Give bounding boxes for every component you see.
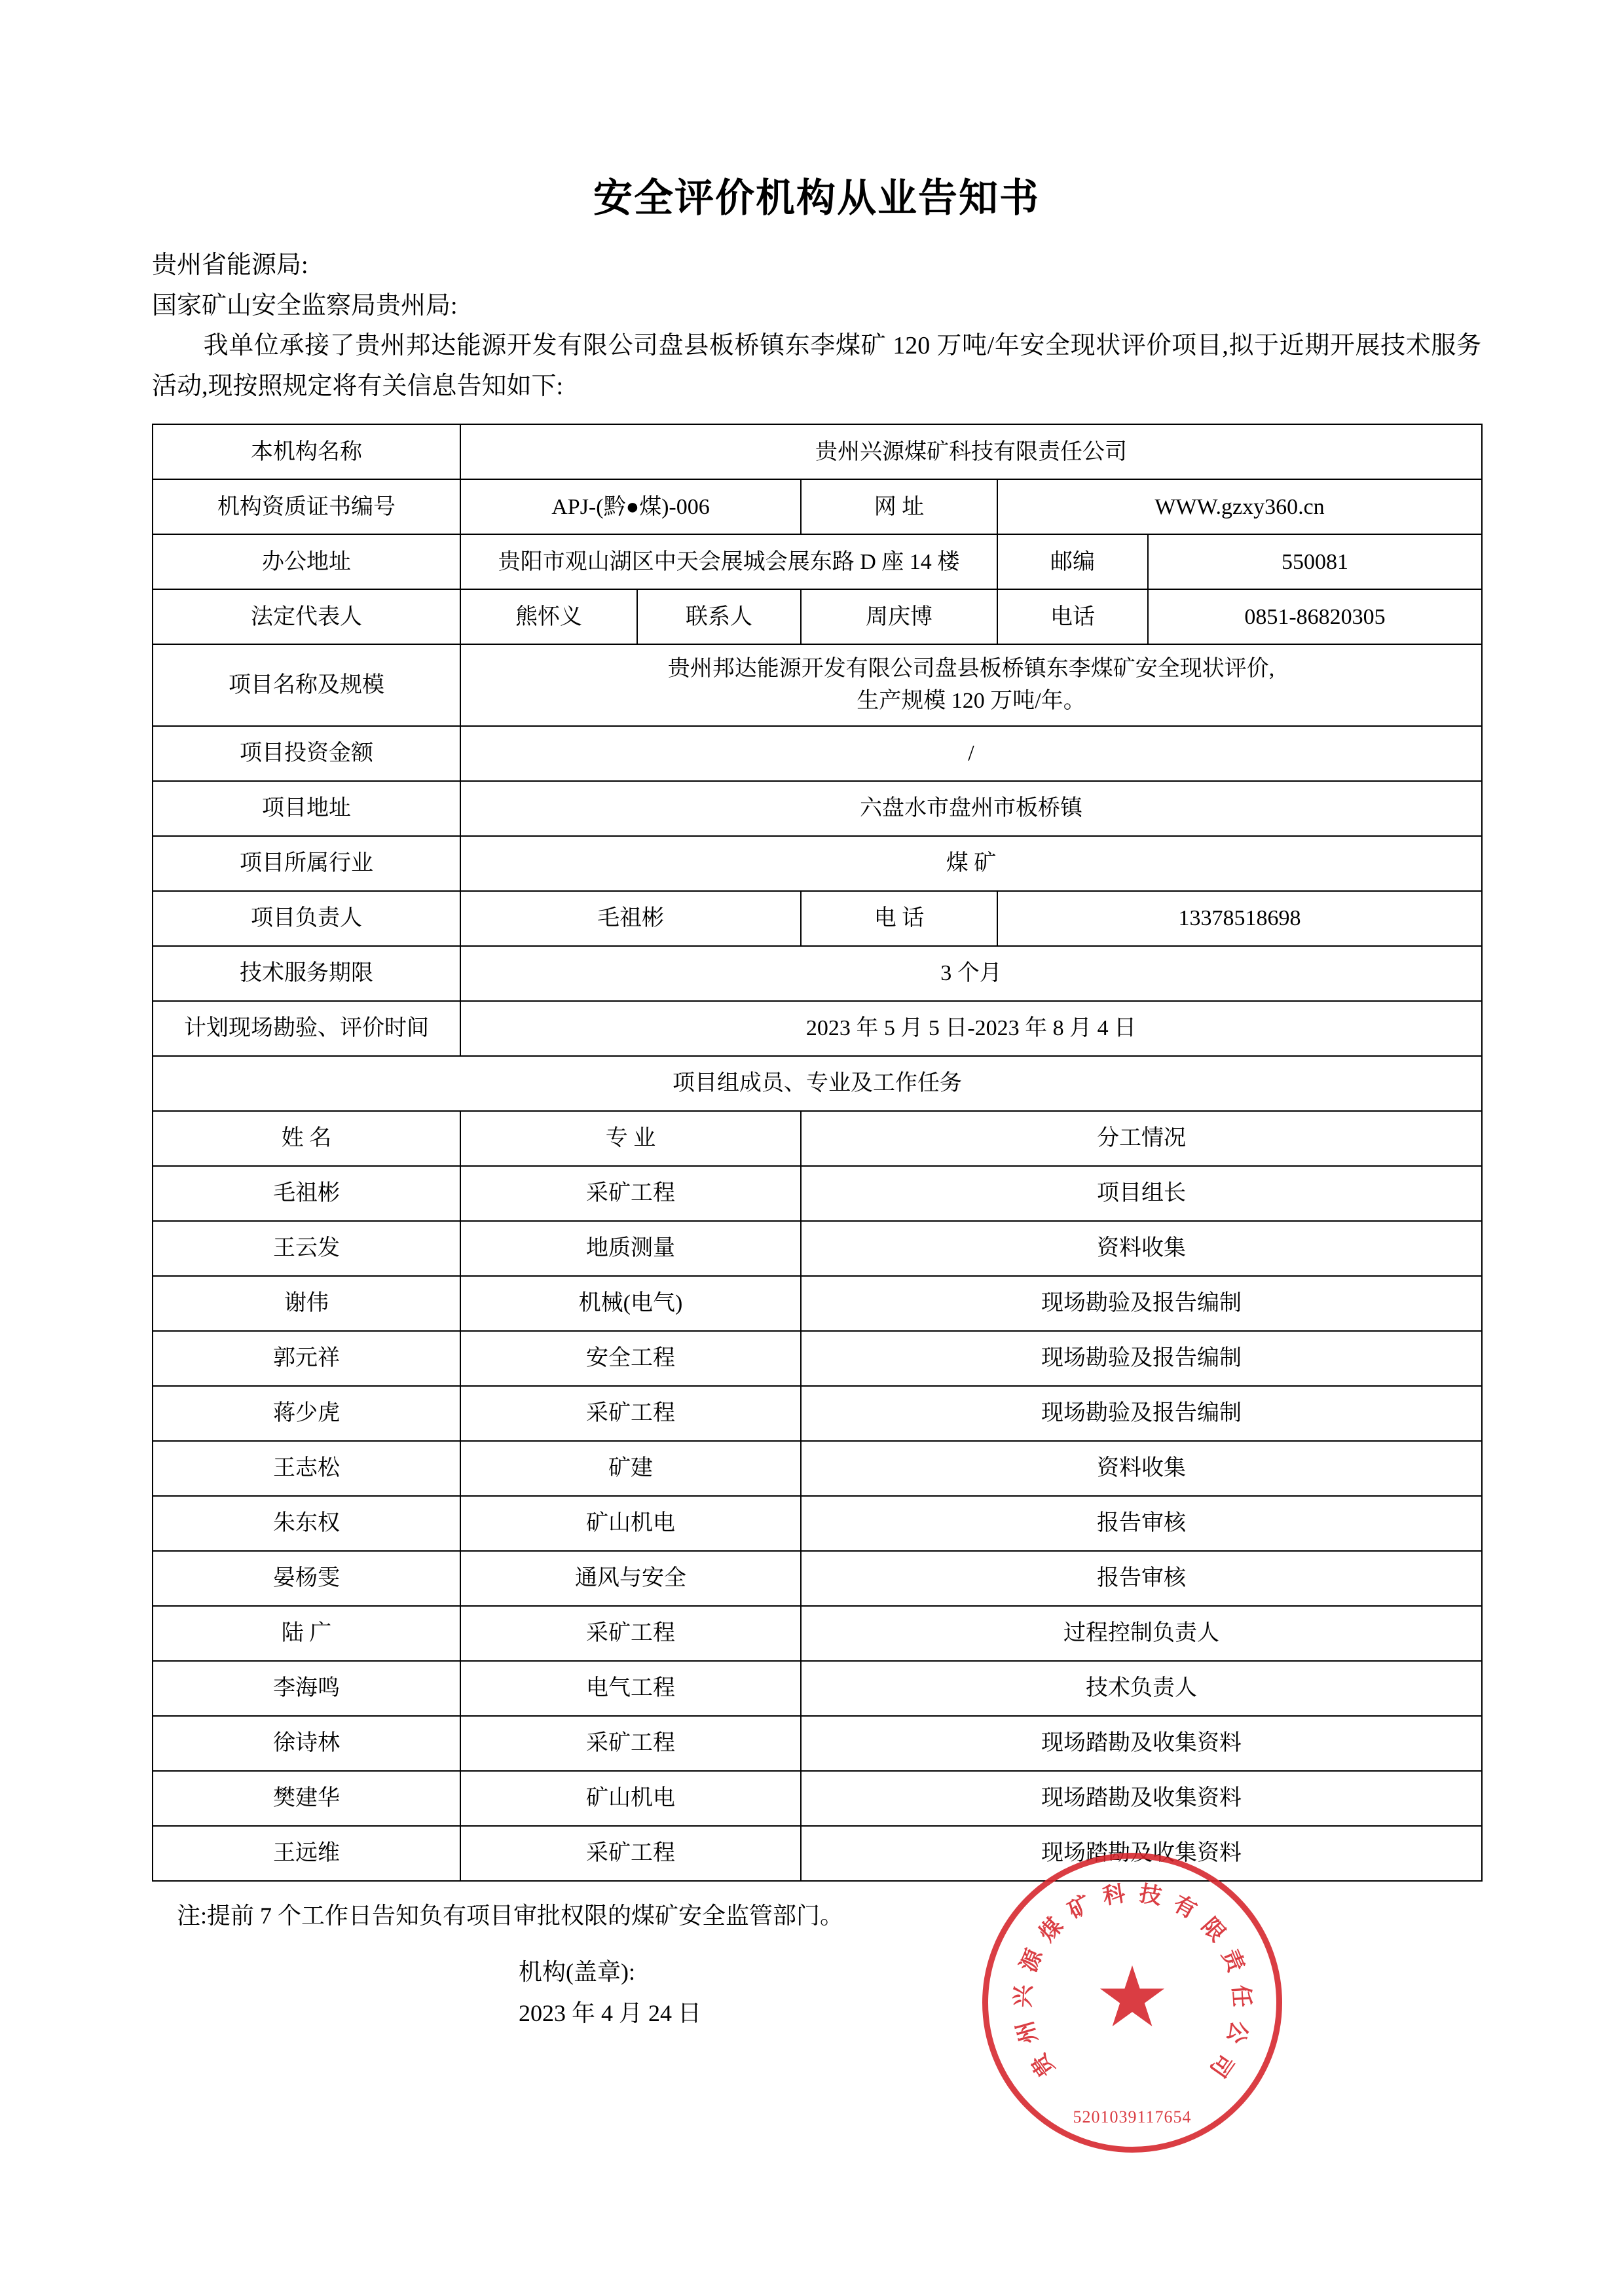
table-row: [153, 1386, 1482, 1441]
leader-label: 项目负责人: [153, 891, 460, 946]
org-name-value: 贵州兴源煤矿科技有限责任公司: [460, 424, 1482, 479]
legal-rep-label: 法定代表人: [153, 589, 460, 644]
member-major: 安全工程: [460, 1331, 801, 1386]
postcode-value: 550081: [1148, 534, 1482, 589]
member-duty: 现场勘验及报告编制: [801, 1276, 1482, 1331]
team-col-duty: 分工情况: [801, 1111, 1482, 1166]
investment-value: /: [460, 726, 1482, 781]
addressee-line-1: 贵州省能源局:: [152, 251, 308, 279]
office-address-value: 贵阳市观山湖区中天会展城会展东路 D 座 14 楼: [460, 534, 997, 589]
seal-code: 5201039117654: [1073, 2107, 1192, 2126]
table-row: [153, 1001, 1482, 1056]
contact-value: 周庆博: [801, 589, 997, 644]
table-row: [153, 644, 1482, 726]
member-duty: 项目组长: [801, 1166, 1482, 1221]
leader-phone-label: 电 话: [801, 891, 997, 946]
member-major: 采矿工程: [460, 1606, 801, 1661]
project-name-line-2: 生产规模 120 万吨/年。: [857, 689, 1086, 714]
member-duty: 现场勘验及报告编制: [801, 1386, 1482, 1441]
member-major: 通风与安全: [460, 1551, 801, 1606]
table-row: [153, 836, 1482, 891]
member-duty: 现场踏勘及收集资料: [801, 1716, 1482, 1771]
footnote: 注:提前 7 个工作日告知负有项目审批权限的煤矿安全监管部门。: [177, 1902, 844, 1929]
table-row: [153, 1496, 1482, 1551]
member-duty: 现场勘验及报告编制: [801, 1331, 1482, 1386]
member-major: 采矿工程: [460, 1716, 801, 1771]
member-name: 王云发: [153, 1221, 460, 1276]
table-row: [153, 1331, 1482, 1386]
legal-rep-value: 熊怀义: [460, 589, 637, 644]
info-table: [152, 424, 1483, 1882]
member-name: 蒋少虎: [153, 1386, 460, 1441]
survey-time-label: 计划现场勘验、评价时间: [153, 1001, 460, 1056]
table-row: [153, 479, 1482, 534]
member-name: 徐诗林: [153, 1716, 460, 1771]
intro-paragraph: [152, 326, 1481, 407]
table-row: [153, 1441, 1482, 1496]
signature-block: [152, 1952, 1481, 2034]
seal-ring-text: 贵 州 兴 源 煤 矿 科 技 有 限 责 任 公 司: [1010, 1882, 1254, 2081]
table-row: [153, 424, 1482, 479]
office-address-label: 办公地址: [153, 534, 460, 589]
member-name: 王远维: [153, 1826, 460, 1881]
signature-date: 2023 年 4 月 24 日: [519, 2000, 702, 2027]
member-duty: 技术负责人: [801, 1661, 1482, 1716]
phone-label: 电话: [997, 589, 1148, 644]
cert-no-label: 机构资质证书编号: [153, 479, 460, 534]
member-major: 电气工程: [460, 1661, 801, 1716]
member-name: 陆 广: [153, 1606, 460, 1661]
member-name: 樊建华: [153, 1771, 460, 1826]
project-name-label: 项目名称及规模: [153, 644, 460, 726]
project-name-line-1: 贵州邦达能源开发有限公司盘县板桥镇东李煤矿安全现状评价,: [667, 657, 1275, 682]
page-title: 安全评价机构从业告知书: [593, 177, 1040, 220]
service-period-value: 3 个月: [460, 946, 1482, 1001]
team-col-name: 姓 名: [153, 1111, 460, 1166]
member-name: 李海鸣: [153, 1661, 460, 1716]
investment-label: 项目投资金额: [153, 726, 460, 781]
project-address-value: 六盘水市盘州市板桥镇: [460, 781, 1482, 836]
team-col-major: 专 业: [460, 1111, 801, 1166]
member-duty: 资料收集: [801, 1221, 1482, 1276]
website-value: WWW.gzxy360.cn: [997, 479, 1482, 534]
contact-label: 联系人: [637, 589, 801, 644]
industry-value: 煤 矿: [460, 836, 1482, 891]
website-label: 网 址: [801, 479, 997, 534]
org-name-label: 本机构名称: [153, 424, 460, 479]
leader-phone-value: 13378518698: [997, 891, 1482, 946]
document-body: [152, 167, 1481, 2034]
table-row: [153, 781, 1482, 836]
team-section-title: 项目组成员、专业及工作任务: [153, 1056, 1482, 1111]
service-period-label: 技术服务期限: [153, 946, 460, 1001]
table-row: [153, 1221, 1482, 1276]
member-major: 采矿工程: [460, 1166, 801, 1221]
member-major: 采矿工程: [460, 1386, 801, 1441]
project-name-value: [460, 644, 1482, 726]
table-row: [153, 946, 1482, 1001]
table-row: [153, 1826, 1482, 1881]
team-section-header-row: [153, 1056, 1482, 1111]
member-duty: 资料收集: [801, 1441, 1482, 1496]
industry-label: 项目所属行业: [153, 836, 460, 891]
signature-org-label: 机构(盖章):: [519, 1959, 635, 1986]
member-duty: 报告审核: [801, 1551, 1482, 1606]
intro-text: 我单位承接了贵州邦达能源开发有限公司盘县板桥镇东李煤矿 120 万吨/年安全现状评价项目,拟于近期开展技术服务活动,现按照规定将有关信息告知如下:: [152, 332, 1481, 400]
table-row: [153, 589, 1482, 644]
member-name: 朱东权: [153, 1496, 460, 1551]
table-row: [153, 1551, 1482, 1606]
team-column-header-row: [153, 1111, 1482, 1166]
table-row: [153, 1606, 1482, 1661]
survey-time-value: 2023 年 5 月 5 日-2023 年 8 月 4 日: [460, 1001, 1482, 1056]
star-icon: ★: [1094, 1951, 1170, 2045]
table-row: [153, 726, 1482, 781]
member-major: 采矿工程: [460, 1826, 801, 1881]
member-major: 地质测量: [460, 1221, 801, 1276]
member-major: 机械(电气): [460, 1276, 801, 1331]
member-duty: 报告审核: [801, 1496, 1482, 1551]
table-row: [153, 891, 1482, 946]
table-row: [153, 1716, 1482, 1771]
table-row: [153, 534, 1482, 589]
member-major: 矿建: [460, 1441, 801, 1496]
table-row: [153, 1166, 1482, 1221]
member-major: 矿山机电: [460, 1771, 801, 1826]
member-name: 谢伟: [153, 1276, 460, 1331]
member-major: 矿山机电: [460, 1496, 801, 1551]
member-name: 郭元祥: [153, 1331, 460, 1386]
member-name: 王志松: [153, 1441, 460, 1496]
member-duty: 过程控制负责人: [801, 1606, 1482, 1661]
member-name: 晏杨雯: [153, 1551, 460, 1606]
table-row: [153, 1276, 1482, 1331]
member-duty: 现场踏勘及收集资料: [801, 1771, 1482, 1826]
postcode-label: 邮编: [997, 534, 1148, 589]
cert-no-value: APJ-(黔●煤)-006: [460, 479, 801, 534]
table-row: [153, 1771, 1482, 1826]
table-row: [153, 1661, 1482, 1716]
leader-value: 毛祖彬: [460, 891, 801, 946]
phone-value: 0851-86820305: [1148, 589, 1482, 644]
member-duty: 现场踏勘及收集资料: [801, 1826, 1482, 1881]
addressee-line-2: 国家矿山安全监察局贵州局:: [152, 291, 458, 319]
member-name: 毛祖彬: [153, 1166, 460, 1221]
project-address-label: 项目地址: [153, 781, 460, 836]
